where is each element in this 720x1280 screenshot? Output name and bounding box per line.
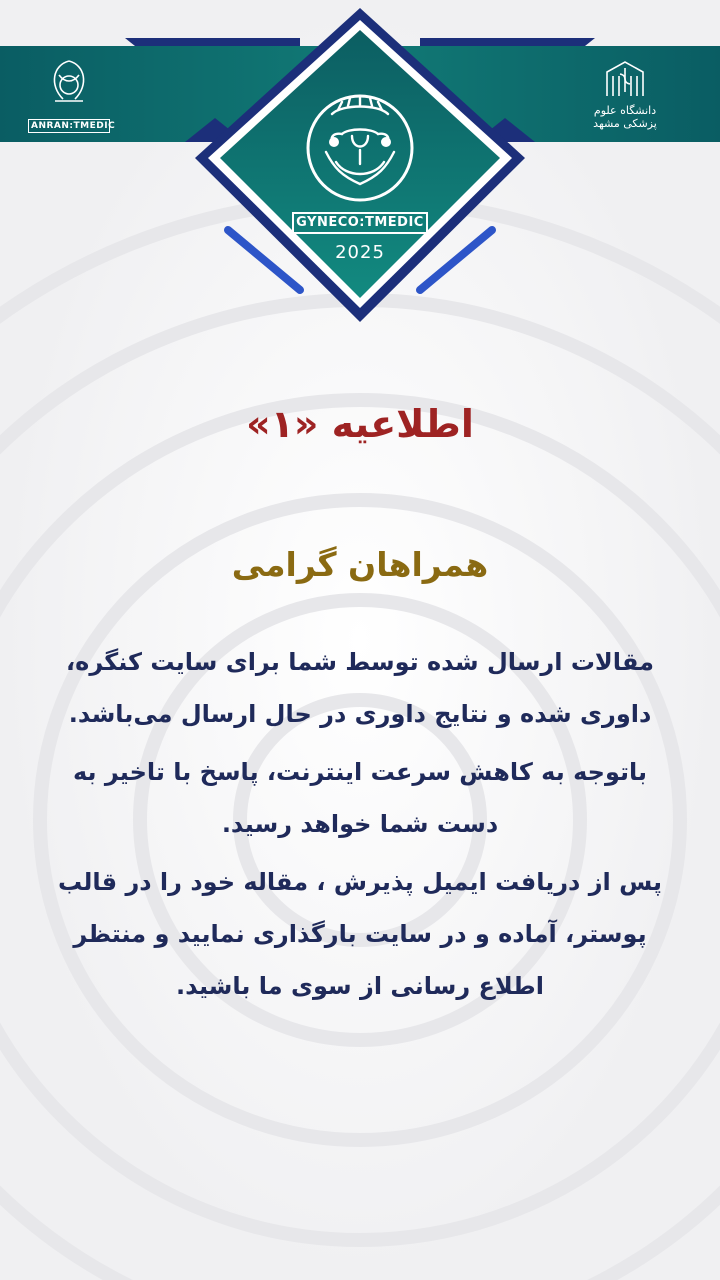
university-logo-text: دانشگاه علوم پزشکی مشهد [593,104,657,130]
congress-title-badge: GYNECO:TMEDIC [292,212,428,234]
paragraph-internet-delay: باتوجه به کاهش سرعت اینترنت، پاسخ با تاخیر به دست شما خواهد رسید. [72,758,648,838]
paragraph-review-status: مقالات ارسال شده توسط شما برای سایت کنگره، داوری شده و نتایج داوری در حال ارسال می‌باشد. [66,648,654,728]
paragraph-poster-upload: پس از دریافت ایمیل پذیرش ، مقاله خود را در قالب پوستر، آماده و در سایت بارگذاری نمایید و منتظر اطلاع رسانی از سوی ما باشید. [57,868,663,1000]
university-emblem-icon [603,58,647,98]
notice-title: اطلاعیه «۱» [246,402,474,446]
congress-emblem-icon [302,92,418,204]
greeting-heading: همراهان گرامی [231,545,489,584]
announcement-body [40,636,680,1018]
congress-year: 2025 [335,242,385,263]
anran-logo [28,55,116,133]
university-logo [580,58,670,130]
anran-emblem-icon [39,55,99,111]
anran-logo-text: ANRAN:TMEDIC [28,119,110,133]
